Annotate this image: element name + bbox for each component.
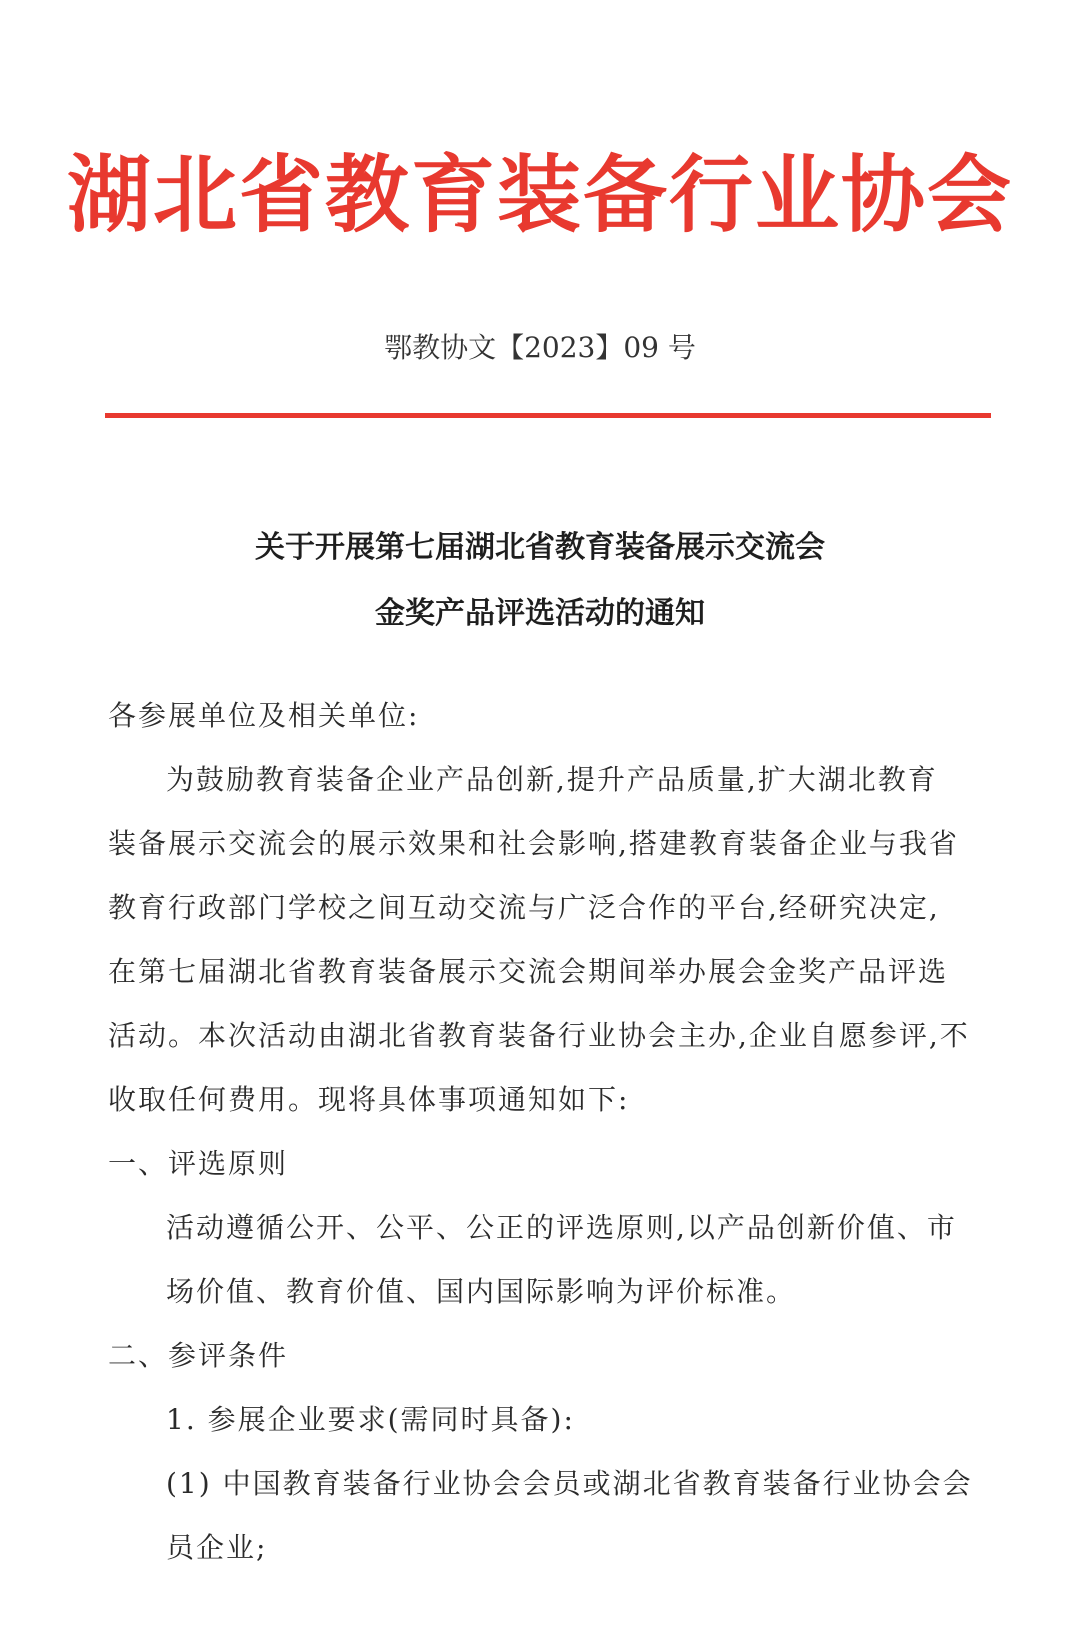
paragraph-line: 为鼓励教育装备企业产品创新,提升产品质量,扩大湖北教育 [166, 763, 938, 796]
salutation: 各参展单位及相关单位: [108, 699, 420, 732]
section-heading-principles: 一、评选原则 [108, 1147, 289, 1180]
section-heading-conditions: 二、参评条件 [108, 1339, 289, 1372]
list-item: 1. 参展企业要求(需同时具备): [166, 1403, 575, 1436]
paragraph-line: 教育行政部门学校之间互动交流与广泛合作的平台,经研究决定, [108, 891, 940, 924]
paragraph-line: 活动遵循公开、公平、公正的评选原则,以产品创新价值、市 [166, 1211, 957, 1244]
list-item: 员企业; [166, 1531, 268, 1564]
org-masthead: 湖北省教育装备行业协会 [66, 146, 1013, 244]
paragraph-line: 收取任何费用。现将具体事项通知如下: [108, 1083, 630, 1116]
paragraph-line: 场价值、教育价值、国内国际影响为评价标准。 [166, 1275, 797, 1308]
red-divider [105, 413, 991, 418]
document-number: 鄂教协文【2023】09 号 [384, 331, 696, 364]
paragraph-line: 装备展示交流会的展示效果和社会影响,搭建教育装备企业与我省 [108, 827, 959, 860]
paragraph-line: 活动。本次活动由湖北省教育装备行业协会主办,企业自愿参评,不 [108, 1019, 970, 1052]
list-item: (1) 中国教育装备行业协会会员或湖北省教育装备行业协会会 [166, 1467, 973, 1500]
paragraph-line: 在第七届湖北省教育装备展示交流会期间举办展会金奖产品评选 [108, 955, 949, 988]
notice-title-line-2: 金奖产品评选活动的通知 [375, 596, 705, 631]
notice-title-line-1: 关于开展第七届湖北省教育装备展示交流会 [255, 530, 825, 565]
